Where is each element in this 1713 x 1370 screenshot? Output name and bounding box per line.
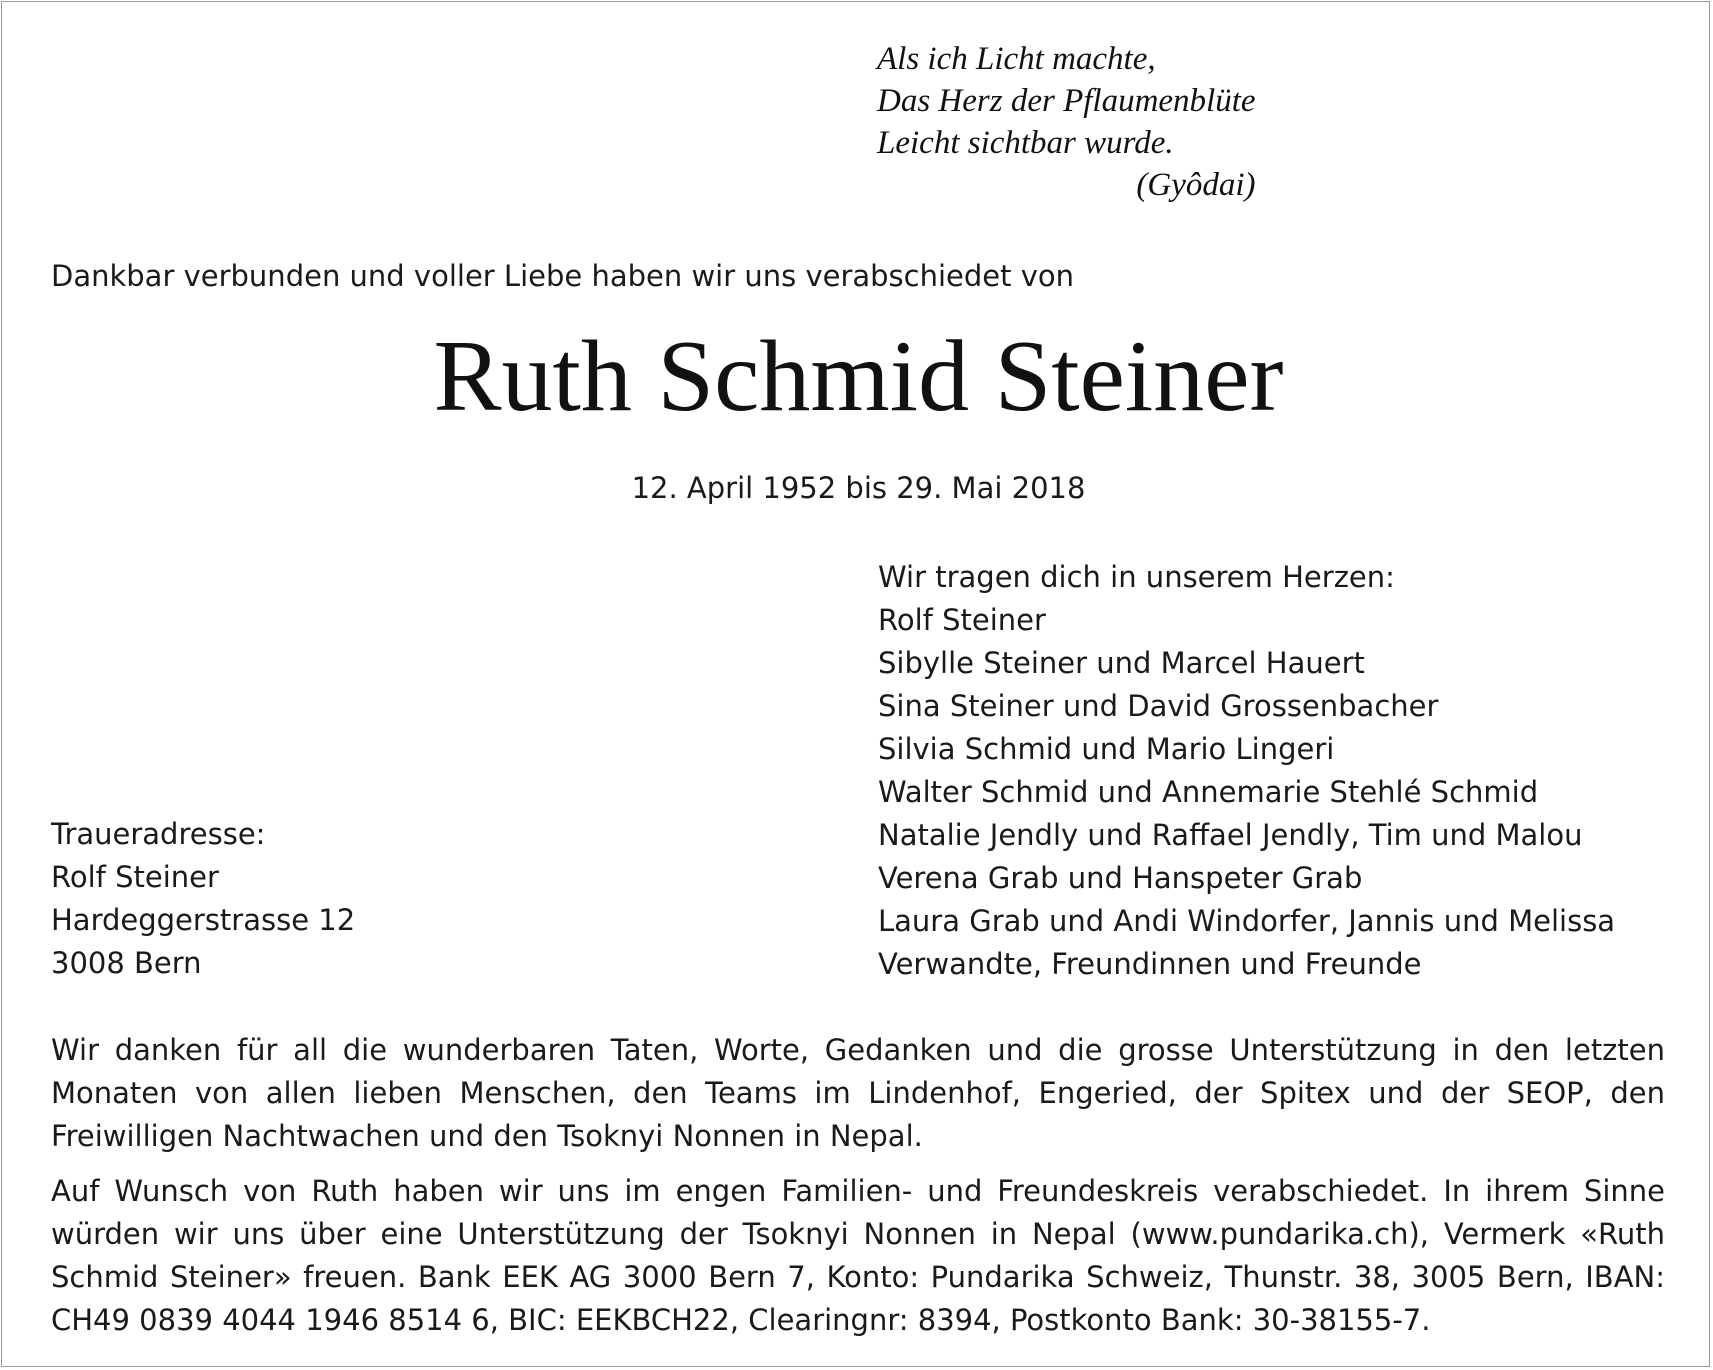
mourner-name: Laura Grab und Andi Windorfer, Jannis und Melissa <box>878 904 1616 938</box>
mourner-name: Verwandte, Freundinnen und Freunde <box>878 947 1422 981</box>
poem-line: Leicht sichtbar wurde. <box>877 125 1174 161</box>
life-dates: 12. April 1952 bis 29. Mai 2018 <box>631 471 1086 505</box>
intro-text: Dankbar verbunden und voller Liebe haben wir uns verabschiedet von <box>51 259 1075 293</box>
mourner-name: Silvia Schmid und Mario Lingeri <box>878 732 1335 766</box>
mourner-name: Sina Steiner und David Grossenbacher <box>878 689 1439 723</box>
mourner-name: Walter Schmid und Annemarie Stehlé Schmid <box>878 775 1539 809</box>
poem-author: (Gyôdai) <box>1136 167 1256 203</box>
poem <box>877 38 1256 206</box>
poem-line: Als ich Licht machte, <box>877 41 1156 77</box>
address-line: Rolf Steiner <box>51 860 219 894</box>
donation-paragraph: Auf Wunsch von Ruth haben wir uns im engen Familien- und Freundeskreis verabschiedet. In ihrem Sinne würden wir uns über eine Unterstützung der Tsoknyi Nonnen in Nepal (www.pundarika.ch), Vermerk «Ruth Schmid Steiner» freuen. Bank EEK AG 3000 Bern 7, Konto: Pundarika Schweiz, Thunstr. 38, 3005 Bern, IBAN: CH49 0839 4044 1946 8514 6, BIC: EEKBCH22, Clearingnr: 8394, Postkonto Bank: 30-38155-7. <box>51 1174 1665 1337</box>
mourner-name: Verena Grab und Hanspeter Grab <box>878 861 1363 895</box>
mourner-name: Sibylle Steiner und Marcel Hauert <box>878 646 1365 680</box>
mourner-name: Rolf Steiner <box>878 603 1046 637</box>
obituary-notice <box>1 1 1710 1367</box>
poem-line: Das Herz der Pflaumenblüte <box>877 83 1256 119</box>
address-line: 3008 Bern <box>51 946 202 980</box>
deceased-name: Ruth Schmid Steiner <box>433 320 1284 433</box>
mourners-heading: Wir tragen dich in unserem Herzen: <box>878 560 1395 594</box>
address-label: Traueradresse: <box>51 817 266 851</box>
mourner-name: Natalie Jendly und Raffael Jendly, Tim und Malou <box>878 818 1583 852</box>
address-line: Hardeggerstrasse 12 <box>51 903 356 937</box>
mourning-address <box>51 813 355 985</box>
mourners-list <box>878 556 1615 986</box>
thanks-paragraph: Wir danken für all die wunderbaren Taten, Worte, Gedanken und die grosse Unterstützung in den letzten Monaten von allen lieben Menschen, den Teams im Lindenhof, Engeried, der Spitex und der SEOP, den Freiwilligen Nachtwachen und den Tsoknyi Nonnen in Nepal. <box>51 1033 1665 1153</box>
